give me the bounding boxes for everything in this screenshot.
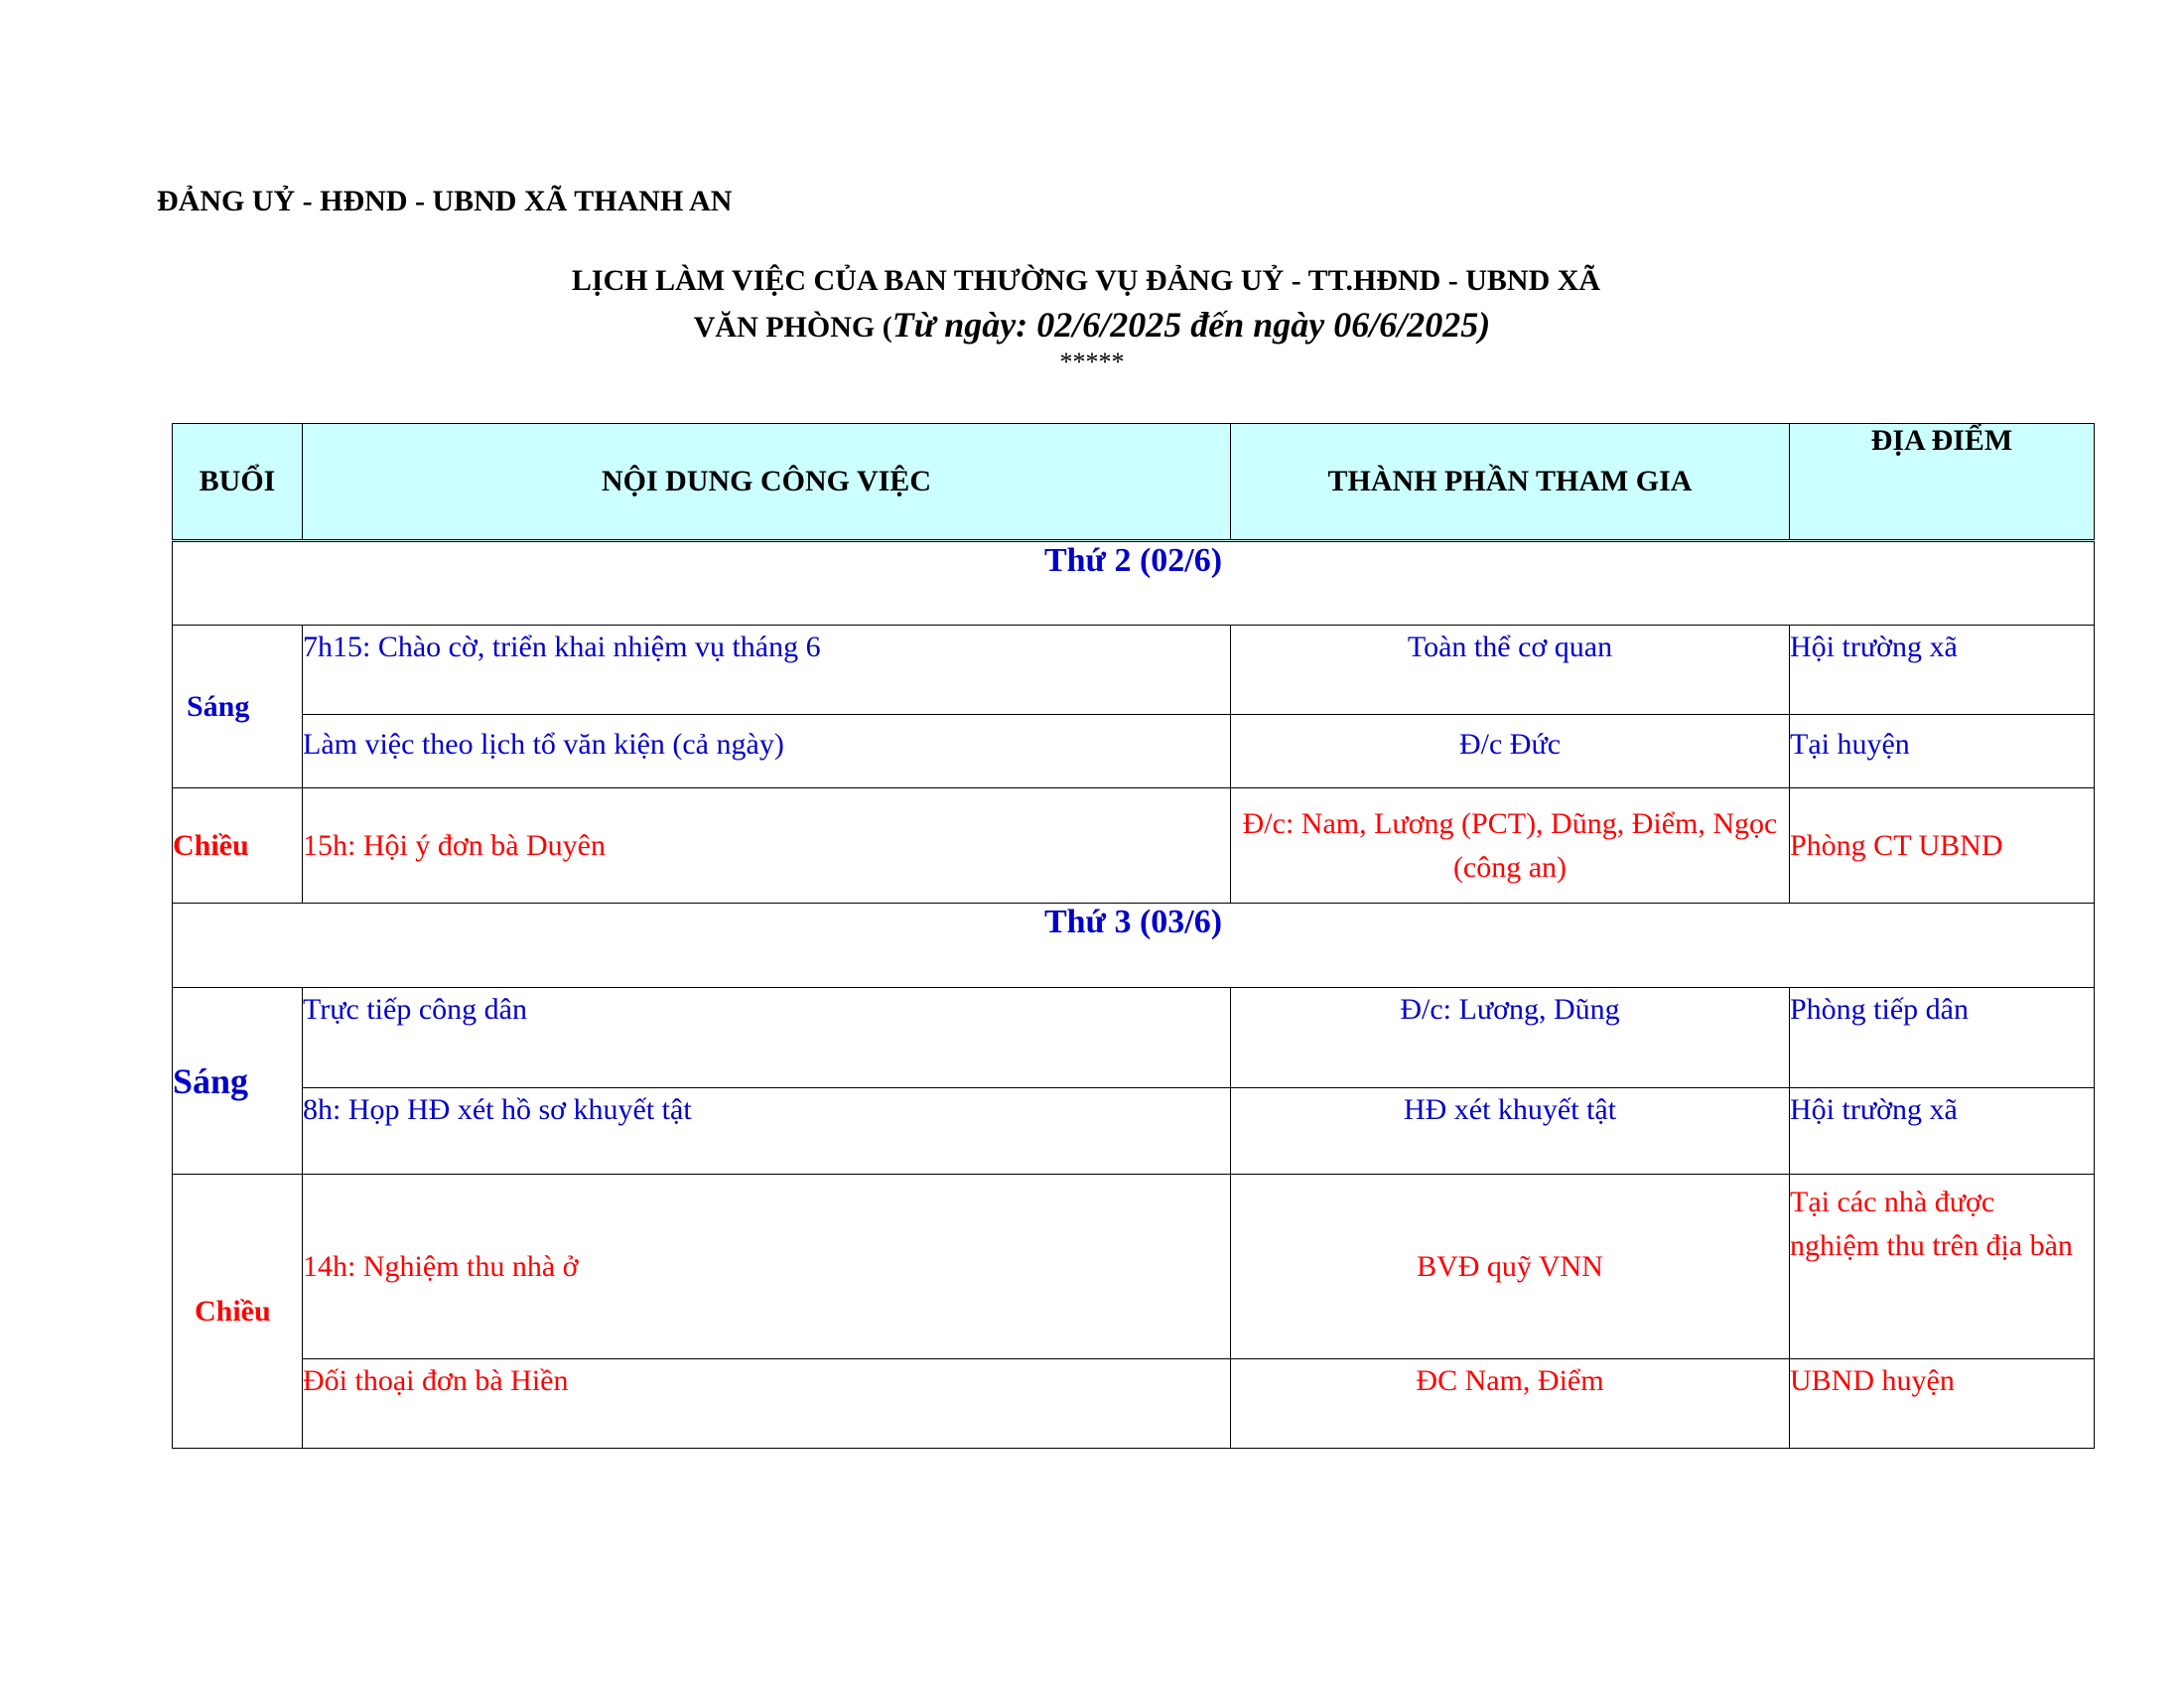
session-label: Sáng: [173, 626, 303, 788]
place-cell: Hội trường xã: [1790, 1088, 2095, 1175]
content-cell: 15h: Hội ý đơn bà Duyên: [303, 788, 1231, 904]
schedule-subtitle-prefix: VĂN PHÒNG (: [693, 311, 892, 344]
participants-cell: ĐC Nam, Điểm: [1231, 1359, 1790, 1449]
table-row: [173, 1175, 2095, 1359]
day-label: Thứ 3 (03/6): [173, 904, 2095, 988]
schedule-title: [0, 264, 2184, 298]
separator-stars: *****: [1059, 348, 1125, 376]
col-header-content: NỘI DUNG CÔNG VIỆC: [303, 424, 1231, 541]
session-label: Chiều: [173, 788, 303, 904]
participants-cell: Đ/c Đức: [1231, 715, 1790, 788]
place-cell: Phòng CT UBND: [1790, 788, 2095, 904]
header-row: [173, 424, 2095, 541]
schedule-subtitle: [0, 304, 2184, 346]
participants-cell: Đ/c: Nam, Lương (PCT), Dũng, Điểm, Ngọc (công an): [1231, 788, 1790, 904]
content-cell: Trực tiếp công dân: [303, 988, 1231, 1088]
organization-name: ĐẢNG UỶ - HĐND - UBND XÃ THANH AN: [157, 185, 733, 217]
participants-cell: HĐ xét khuyết tật: [1231, 1088, 1790, 1175]
participants-cell: BVĐ quỹ VNN: [1231, 1175, 1790, 1359]
schedule-title-line1: LỊCH LÀM VIỆC CỦA BAN THƯỜNG VỤ ĐẢNG UỶ - TT.HĐND - UBND XÃ: [571, 264, 1601, 297]
day-row: [173, 904, 2095, 988]
place-cell: Tại huyện: [1790, 715, 2095, 788]
session-label: Chiều: [173, 1175, 303, 1449]
participants-cell: Toàn thể cơ quan: [1231, 626, 1790, 715]
day-label: Thứ 2 (02/6): [173, 541, 2095, 626]
table-row: [173, 715, 2095, 788]
table-row: [173, 988, 2095, 1088]
content-cell: Đối thoại đơn bà Hiền: [303, 1359, 1231, 1449]
table-row: [173, 626, 2095, 715]
content-cell: 8h: Họp HĐ xét hồ sơ khuyết tật: [303, 1088, 1231, 1175]
schedule-table: [172, 423, 2095, 1449]
session-label: Sáng: [173, 988, 303, 1175]
content-cell: 14h: Nghiệm thu nhà ở: [303, 1175, 1231, 1359]
day-row: [173, 541, 2095, 626]
table-row: [173, 788, 2095, 904]
place-cell: Phòng tiếp dân: [1790, 988, 2095, 1088]
table-row: [173, 1088, 2095, 1175]
place-cell: Tại các nhà được nghiệm thu trên địa bàn: [1790, 1175, 2095, 1359]
table-row: [173, 1359, 2095, 1449]
participants-cell: Đ/c: Lương, Dũng: [1231, 988, 1790, 1088]
place-cell: Hội trường xã: [1790, 626, 2095, 715]
place-cell: UBND huyện: [1790, 1359, 2095, 1449]
col-header-session: BUỔI: [173, 424, 303, 541]
content-cell: Làm việc theo lịch tổ văn kiện (cả ngày): [303, 715, 1231, 788]
content-cell: 7h15: Chào cờ, triển khai nhiệm vụ tháng 6: [303, 626, 1231, 715]
schedule-date-range: Từ ngày: 02/6/2025 đến ngày 06/6/2025): [891, 305, 1491, 345]
col-header-participants: THÀNH PHẦN THAM GIA: [1231, 424, 1790, 541]
col-header-place: ĐỊA ĐIỂM: [1790, 424, 2095, 541]
